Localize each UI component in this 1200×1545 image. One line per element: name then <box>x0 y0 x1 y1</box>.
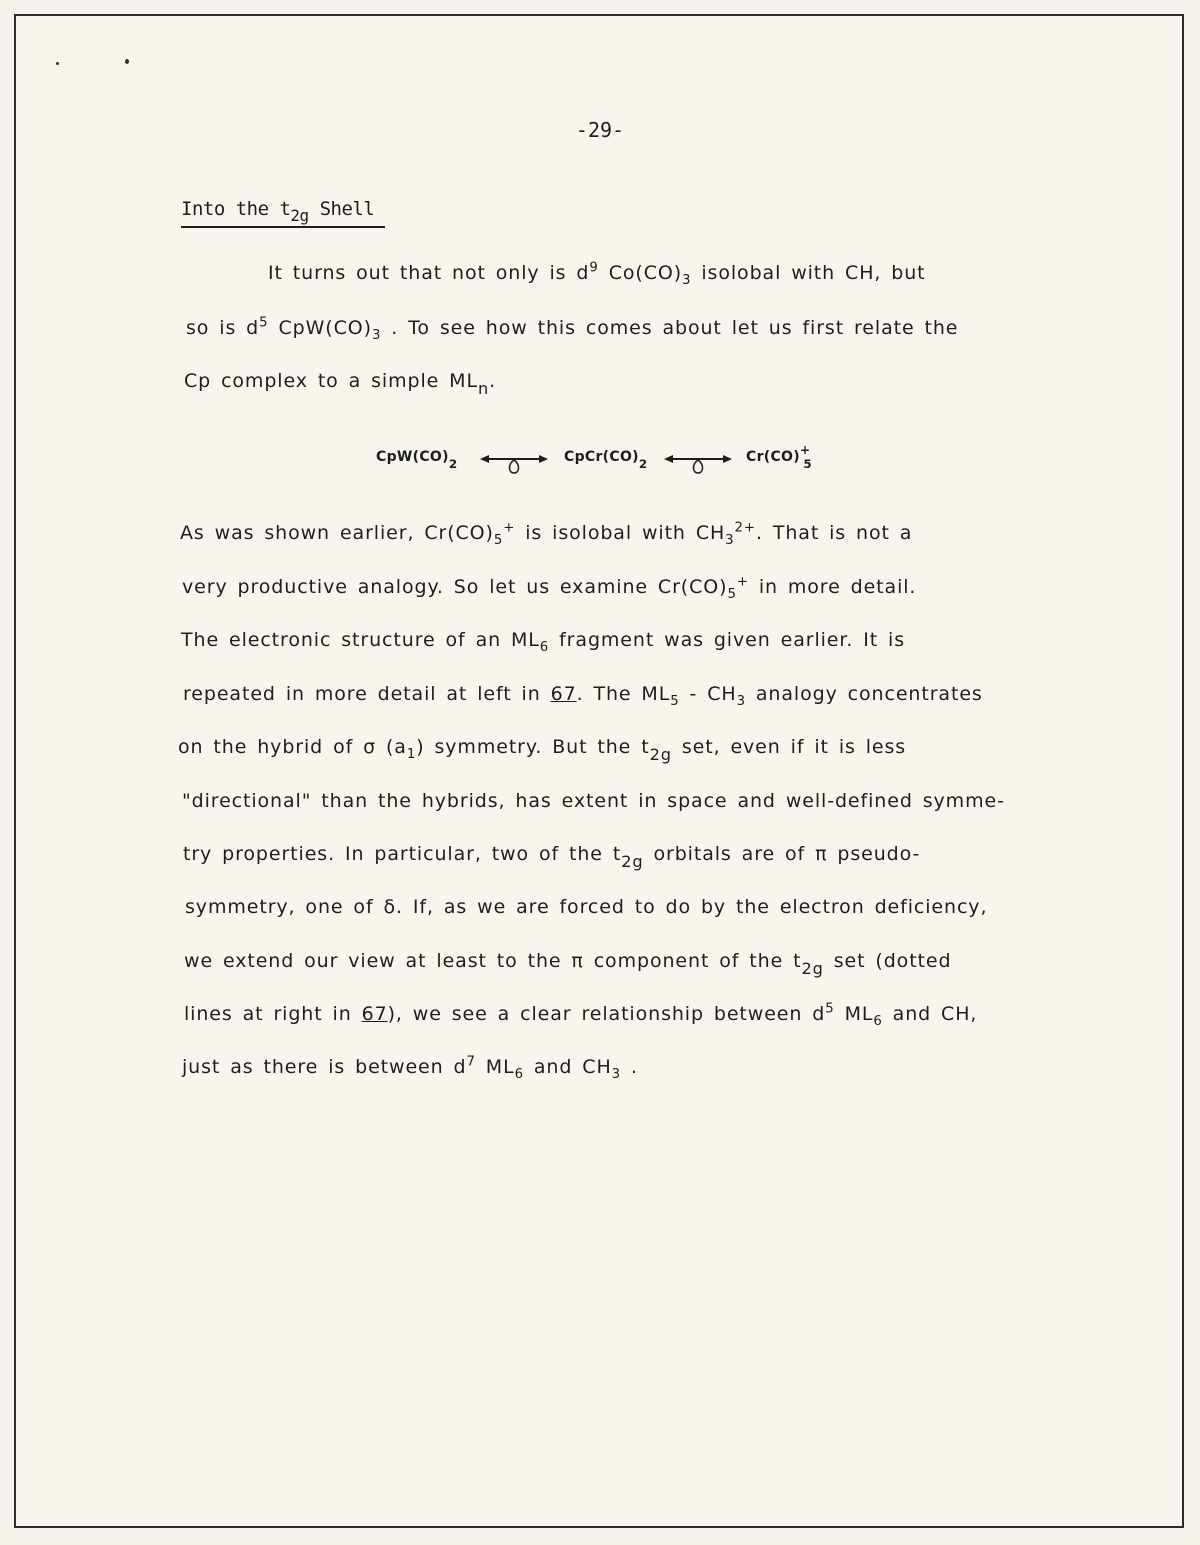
paper-speck <box>125 59 129 64</box>
paragraph-line: so is $d^5$ $CpW(CO)_3$ . To see how this comes about let us first relate the <box>186 315 959 343</box>
section-heading <box>181 198 385 228</box>
paragraph-line: repeated in more detail at left in 67. The $ML_5 - CH_3$ analogy concentrates <box>183 683 983 709</box>
paragraph-line: As was shown earlier, $Cr(CO)_5^+$ is isolobal with $CH_3^{2+}$. That is not a <box>180 520 913 548</box>
paper-speck <box>56 62 59 65</box>
paragraph-line: we extend our view at least to the π component of the $t_{2g}$ set (dotted <box>184 950 952 978</box>
heading-subscript: 2g <box>290 206 309 225</box>
figure-reference: 67 <box>361 1003 388 1025</box>
paragraph-line: It turns out that not only is $d^9$ $Co(CO)_3$ isolobal with CH, but <box>268 260 926 288</box>
isolobal-arrow-icon <box>480 451 548 477</box>
paragraph-line: try properties. In particular, two of the $t_{2g}$ orbitals are of π pseudo- <box>183 843 921 871</box>
paragraph-line: just as there is between $d^7$ $ML_6$ and $CH_3$ . <box>182 1054 638 1082</box>
scheme-cpcr-co2: $CpCr(CO)_2$ <box>564 449 648 471</box>
paragraph-line: lines at right in 67), we see a clear relationship between $d^5$ $ML_6$ and CH, <box>184 1001 978 1029</box>
paragraph-line: symmetry, one of δ. If, as we are forced to do by the electron deficiency, <box>185 896 988 918</box>
scheme-cr-co5-plus: $Cr(CO)+_5$ <box>746 443 812 471</box>
paragraph-line: "directional" than the hybrids, has extent in space and well-defined symme- <box>182 790 1005 812</box>
figure-reference: 67 <box>550 683 577 705</box>
heading-text-end: Shell <box>308 198 375 220</box>
page-number: -29- <box>575 118 625 142</box>
heading-text: Into the t <box>181 198 291 220</box>
isolobal-arrow-icon <box>664 451 732 477</box>
paragraph-line: Cp complex to a simple $ML_n$. <box>184 370 497 398</box>
paragraph-line: The electronic structure of an $ML_6$ fragment was given earlier. It is <box>181 629 906 655</box>
scheme-cpw-co2: $CpW(CO)_2$ <box>376 449 458 471</box>
paragraph-line: on the hybrid of σ $(a_1)$ symmetry. But the $t_{2g}$ set, even if it is less <box>178 736 907 764</box>
document-page <box>14 14 1184 1528</box>
paragraph-line: very productive analogy. So let us examine $Cr(CO)_5^+$ in more detail. <box>182 574 917 602</box>
isolobal-scheme <box>0 445 1200 485</box>
